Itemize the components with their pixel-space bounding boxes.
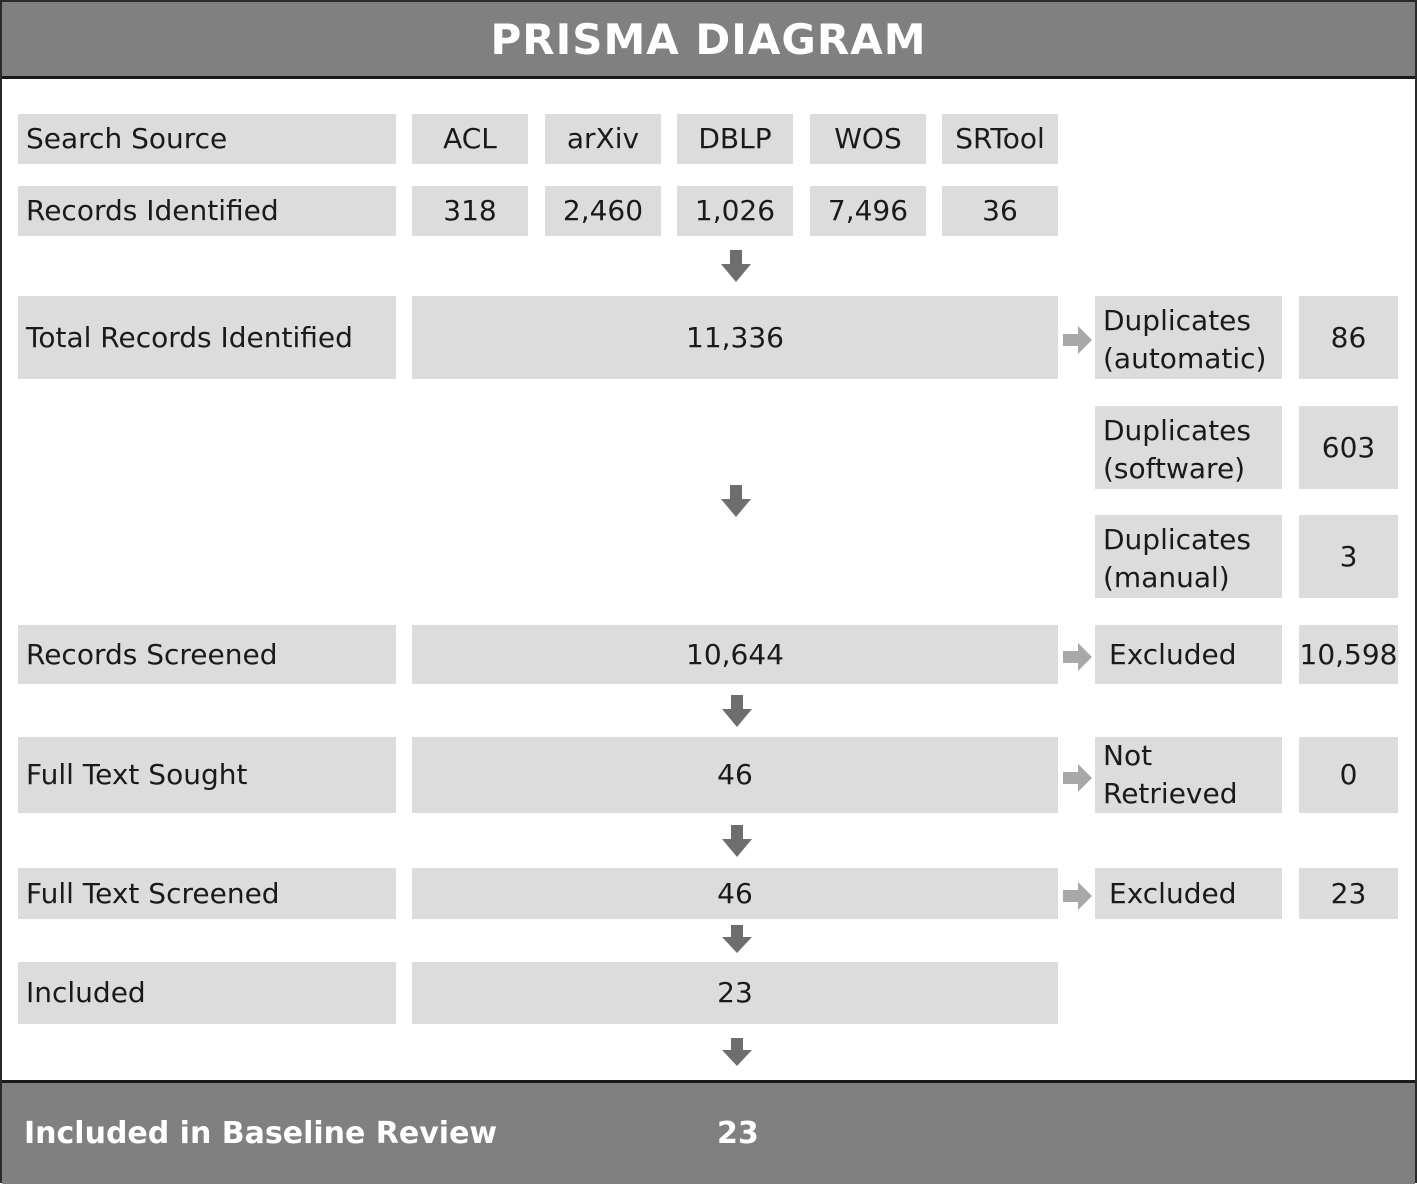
final-included-label: Included in Baseline Review bbox=[24, 1116, 498, 1151]
source-wos: WOS bbox=[810, 114, 926, 164]
down-arrow-icon bbox=[720, 485, 752, 519]
total-records-value: 11,336 bbox=[412, 296, 1058, 379]
not-retrieved-label: Not Retrieved bbox=[1095, 737, 1282, 813]
duplicates-manual-label bbox=[1095, 515, 1282, 598]
full-text-sought-value: 46 bbox=[412, 737, 1058, 813]
included-label: Included bbox=[18, 962, 396, 1024]
source-srtool: SRTool bbox=[942, 114, 1058, 164]
duplicates-software-line1: Duplicates bbox=[1103, 414, 1251, 447]
not-retrieved-value: 0 bbox=[1299, 737, 1398, 813]
duplicates-manual-value: 3 bbox=[1299, 515, 1398, 598]
records-srtool: 36 bbox=[942, 186, 1058, 236]
records-screened-value: 10,644 bbox=[412, 625, 1058, 684]
full-text-screened-label: Full Text Screened bbox=[18, 868, 396, 919]
duplicates-automatic-label bbox=[1095, 296, 1282, 379]
down-arrow-icon bbox=[720, 250, 752, 284]
records-dblp: 1,026 bbox=[677, 186, 793, 236]
full-text-excluded-value: 23 bbox=[1299, 868, 1398, 919]
final-included-band bbox=[2, 1080, 1415, 1184]
down-arrow-icon bbox=[721, 925, 753, 955]
records-acl: 318 bbox=[412, 186, 528, 236]
screened-excluded-label: Excluded bbox=[1095, 625, 1282, 684]
source-dblp: DBLP bbox=[677, 114, 793, 164]
duplicates-software-label bbox=[1095, 406, 1282, 489]
duplicates-software-line2: (software) bbox=[1103, 451, 1246, 485]
search-source-label: Search Source bbox=[18, 114, 396, 164]
diagram-title: PRISMA DIAGRAM bbox=[2, 2, 1415, 79]
right-arrow-icon bbox=[1063, 882, 1093, 910]
records-identified-label: Records Identified bbox=[18, 186, 396, 236]
records-wos: 7,496 bbox=[810, 186, 926, 236]
right-arrow-icon bbox=[1063, 326, 1093, 354]
duplicates-manual-line1: Duplicates bbox=[1103, 523, 1251, 556]
right-arrow-icon bbox=[1063, 764, 1093, 792]
source-acl: ACL bbox=[412, 114, 528, 164]
down-arrow-icon bbox=[721, 1038, 753, 1068]
records-arxiv: 2,460 bbox=[545, 186, 661, 236]
full-text-sought-label: Full Text Sought bbox=[18, 737, 396, 813]
full-text-screened-value: 46 bbox=[412, 868, 1058, 919]
duplicates-automatic-value: 86 bbox=[1299, 296, 1398, 379]
total-records-label: Total Records Identified bbox=[18, 296, 396, 379]
source-arxiv: arXiv bbox=[545, 114, 661, 164]
right-arrow-icon bbox=[1063, 643, 1093, 671]
duplicates-automatic-line2: (automatic) bbox=[1103, 341, 1267, 375]
final-included-value: 23 bbox=[717, 1116, 759, 1151]
down-arrow-icon bbox=[721, 825, 753, 859]
screened-excluded-value: 10,598 bbox=[1299, 625, 1398, 684]
duplicates-software-value: 603 bbox=[1299, 406, 1398, 489]
full-text-excluded-label: Excluded bbox=[1095, 868, 1282, 919]
duplicates-manual-line2: (manual) bbox=[1103, 560, 1230, 594]
duplicates-automatic-line1: Duplicates bbox=[1103, 304, 1251, 337]
down-arrow-icon bbox=[721, 695, 753, 729]
included-value: 23 bbox=[412, 962, 1058, 1024]
records-screened-label: Records Screened bbox=[18, 625, 396, 684]
